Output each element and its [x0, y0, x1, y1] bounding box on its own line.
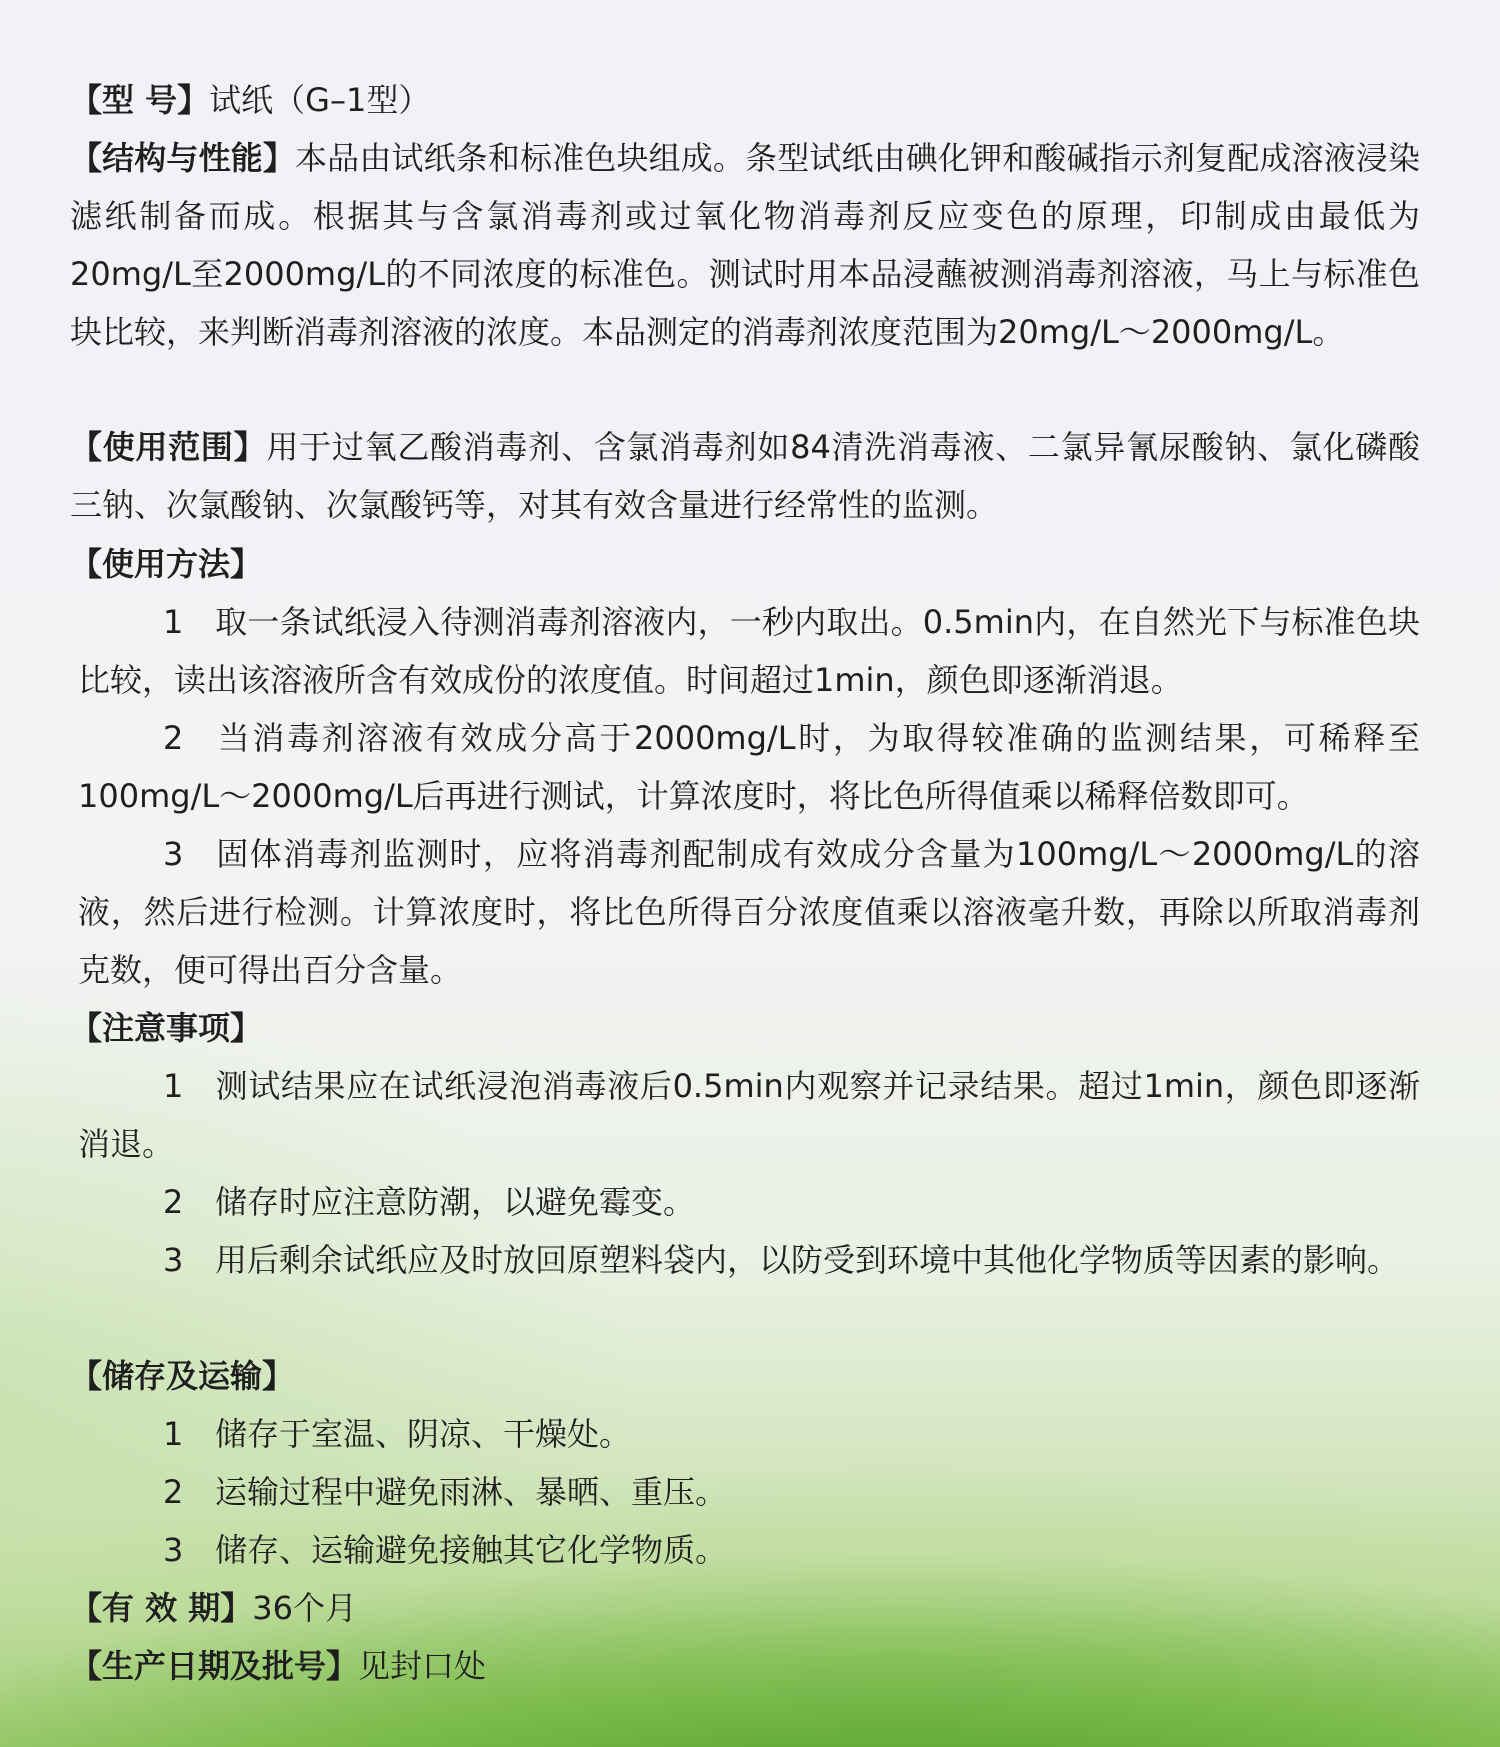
- scope-label: 【使用范围】: [70, 428, 267, 466]
- notes-item-text: 用后剩余试纸应及时放回原塑料袋内，以防受到环境中其他化学物质等因素的影响。: [215, 1241, 1400, 1279]
- method-item-2: [78, 709, 1420, 825]
- method-heading: 【使用方法】: [70, 545, 263, 583]
- model-line: [70, 71, 1420, 129]
- validity-line: [70, 1579, 1420, 1637]
- storage-item-text: 储存于室温、阴凉、干燥处。: [215, 1415, 632, 1453]
- model-text: 试纸（G–1型）: [209, 81, 431, 119]
- model-label: 【型 号】: [70, 81, 210, 119]
- storage-item-number: 2: [163, 1473, 184, 1511]
- notes-item-text: 储存时应注意防潮，以避免霉变。: [215, 1183, 696, 1221]
- structure-paragraph: [70, 129, 1420, 361]
- notes-item-number: 3: [163, 1241, 184, 1279]
- notes-item-3: [78, 1231, 1420, 1289]
- storage-item-3: [78, 1521, 1420, 1579]
- structure-label: 【结构与性能】: [70, 139, 296, 177]
- notes-heading: 【注意事项】: [70, 1009, 263, 1047]
- storage-item-text: 运输过程中避免雨淋、暴晒、重压。: [215, 1473, 728, 1511]
- method-item-number: 1: [163, 603, 184, 641]
- method-item-text: 固体消毒剂监测时，应将消毒剂配制成有效成分含量为100mg/L～2000mg/L的溶液，然后进行检测。计算浓度时，将比色所得百分浓度值乘以溶液毫升数，再除以所取消毒剂克数，便可得出百分含量。: [78, 835, 1420, 989]
- storage-heading: 【储存及运输】: [70, 1357, 295, 1395]
- method-item-3: [78, 825, 1420, 999]
- notes-item-number: 2: [163, 1183, 184, 1221]
- storage-item-number: 3: [163, 1531, 184, 1569]
- production-text: 见封口处: [358, 1647, 487, 1685]
- notes-item-1: [78, 1057, 1420, 1173]
- storage-item-2: [78, 1463, 1420, 1521]
- storage-item-1: [78, 1405, 1420, 1463]
- notes-item-number: 1: [163, 1067, 184, 1105]
- production-label: 【生产日期及批号】: [70, 1647, 359, 1685]
- method-item-number: 2: [163, 719, 184, 757]
- method-item-text: 取一条试纸浸入待测消毒剂溶液内，一秒内取出。0.5min内，在自然光下与标准色块比较，读出该溶液所含有效成份的浓度值。时间超过1min，颜色即逐渐消退。: [78, 603, 1420, 699]
- validity-text: 36个月: [252, 1589, 358, 1627]
- production-line: [70, 1637, 1420, 1695]
- structure-text: 本品由试纸条和标准色块组成。条型试纸由碘化钾和酸碱指示剂复配成溶液浸染滤纸制备而成。根据其与含氯消毒剂或过氧化物消毒剂反应变色的原理，印制成由最低为20mg/L至2000mg/L的不同浓度的标准色。测试时用本品浸蘸被测消毒剂溶液，马上与标准色块比较，来判断消毒剂溶液的浓度。本品测定的消毒剂浓度范围为20mg/L～2000mg/L。: [70, 139, 1420, 351]
- scope-paragraph: [70, 418, 1420, 534]
- storage-item-text: 储存、运输避免接触其它化学物质。: [215, 1531, 728, 1569]
- notes-item-2: [78, 1173, 1420, 1231]
- scope-text: 用于过氧乙酸消毒剂、含氯消毒剂如84清洗消毒液、二氯异氰尿酸钠、氯化磷酸三钠、次氯酸钠、次氯酸钙等，对其有效含量进行经常性的监测。: [70, 428, 1420, 524]
- method-item-1: [78, 593, 1420, 709]
- validity-label: 【有 效 期】: [70, 1589, 253, 1627]
- notes-item-text: 测试结果应在试纸浸泡消毒液后0.5min内观察并记录结果。超过1min，颜色即逐渐消退。: [78, 1067, 1420, 1163]
- method-item-number: 3: [163, 835, 184, 873]
- method-item-text: 当消毒剂溶液有效成分高于2000mg/L时，为取得较准确的监测结果，可稀释至100mg/L～2000mg/L后再进行测试，计算浓度时，将比色所得值乘以稀释倍数即可。: [78, 719, 1420, 815]
- storage-item-number: 1: [163, 1415, 184, 1453]
